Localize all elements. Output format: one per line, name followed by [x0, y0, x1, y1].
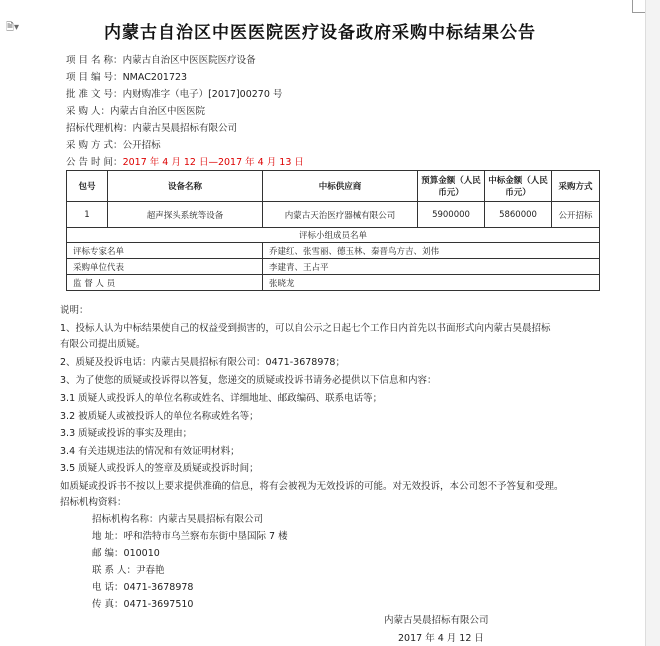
signature-date: 2017 年 4 月 12 日 [398, 633, 484, 644]
committee-row [67, 243, 600, 259]
committee-value: 李建青、王占平 [263, 259, 600, 275]
info-project-name: 项 目 名 称：内蒙古自治区中医医院医疗设备 [66, 55, 256, 66]
agency-address: 地 址：呼和浩特市乌兰察布东街中垦国际 7 楼 [92, 531, 288, 542]
note-line: 1、投标人认为中标结果使自己的权益受到损害的，可以自公示之日起七个工作日内首先以书面形式向内蒙古昊晨招标 [60, 323, 551, 334]
table-header: 采购方式 [552, 171, 600, 202]
committee-value: 乔建红、张雪丽、德玉林、秦晋鸟方吉、刘伟 [263, 243, 600, 259]
info-agency: 招标代理机构：内蒙古昊晨招标有限公司 [66, 123, 238, 134]
info-project-number: 项 目 编 号：NMAC201723 [66, 72, 188, 83]
note-line: 3.4 有关违规违法的情况和有效证明材料； [60, 446, 240, 457]
table-cell: 1 [67, 202, 108, 228]
note-line: 3.5 质疑人或投诉人的签章及质疑或投诉时间； [60, 463, 259, 474]
table-row [67, 202, 600, 228]
note-heading: 说明： [60, 305, 89, 316]
committee-row [67, 275, 600, 291]
note-line: 3.1 质疑人或投诉人的单位名称或姓名、详细地址、邮政编码、联系电话等； [60, 393, 383, 404]
agency-phone: 电 话：0471-3678978 [92, 582, 194, 593]
document-icon[interactable]: 🗎▾ [6, 22, 20, 33]
agency-fax: 传 真：0471-3697510 [92, 599, 194, 610]
info-purchaser: 采 购 人：内蒙古自治区中医医院 [66, 106, 206, 117]
note-line: 招标机构资料： [60, 497, 127, 508]
note-line: 3.2 被质疑人或被投诉人的单位名称或姓名等； [60, 411, 259, 422]
info-announcement-period: 公 告 时 间：2017 年 4 月 12 日—2017 年 4 月 13 日 [66, 157, 304, 168]
note-line: 3、为了使您的质疑或投诉得以答复，您递交的质疑或投诉书请务必提供以下信息和内容： [60, 375, 437, 386]
note-line: 2、质疑及投诉电话：内蒙古昊晨招标有限公司：0471-3678978； [60, 357, 345, 368]
committee-label: 评标专家名单 [67, 243, 263, 259]
signature-company: 内蒙古昊晨招标有限公司 [384, 615, 489, 626]
table-cell: 内蒙古天治医疗器械有限公司 [263, 202, 418, 228]
award-table [66, 170, 600, 291]
committee-title-row [67, 228, 600, 243]
table-cell: 5860000 [485, 202, 552, 228]
info-approval-number: 批 准 文 号：内财购准字（电子）[2017]00270 号 [66, 89, 283, 100]
table-header-row [67, 171, 600, 202]
table-header: 中标金额（人民币元） [485, 171, 552, 202]
table-header: 预算金额（人民币元） [418, 171, 485, 202]
page-corner-mark [632, 0, 645, 13]
committee-label: 采购单位代表 [67, 259, 263, 275]
committee-row [67, 259, 600, 275]
committee-value: 张晓龙 [263, 275, 600, 291]
agency-postcode: 邮 编：010010 [92, 548, 160, 559]
table-cell: 超声探头系统等设备 [108, 202, 263, 228]
note-line: 如质疑或投诉书不按以上要求提供准确的信息，将有会被视为无效投诉的可能。对无效投诉，本公司恕不予答复和受理。 [60, 481, 564, 492]
committee-label: 监 督 人 员 [67, 275, 263, 291]
info-procurement-method: 采 购 方 式：公开招标 [66, 140, 161, 151]
table-cell: 5900000 [418, 202, 485, 228]
note-line: 有限公司提出质疑。 [60, 339, 146, 350]
agency-contact: 联 系 人：尹春艳 [92, 565, 165, 576]
note-line: 3.3 质疑或投诉的事实及理由； [60, 428, 193, 439]
page-title: 内蒙古自治区中医医院医疗设备政府采购中标结果公告 [104, 23, 536, 43]
table-header: 设备名称 [108, 171, 263, 202]
table-cell: 公开招标 [552, 202, 600, 228]
committee-title: 评标小组成员名单 [67, 228, 600, 243]
table-header: 包号 [67, 171, 108, 202]
agency-name: 招标机构名称：内蒙古昊晨招标有限公司 [92, 514, 264, 525]
vertical-scrollbar[interactable] [645, 0, 660, 646]
table-header: 中标供应商 [263, 171, 418, 202]
